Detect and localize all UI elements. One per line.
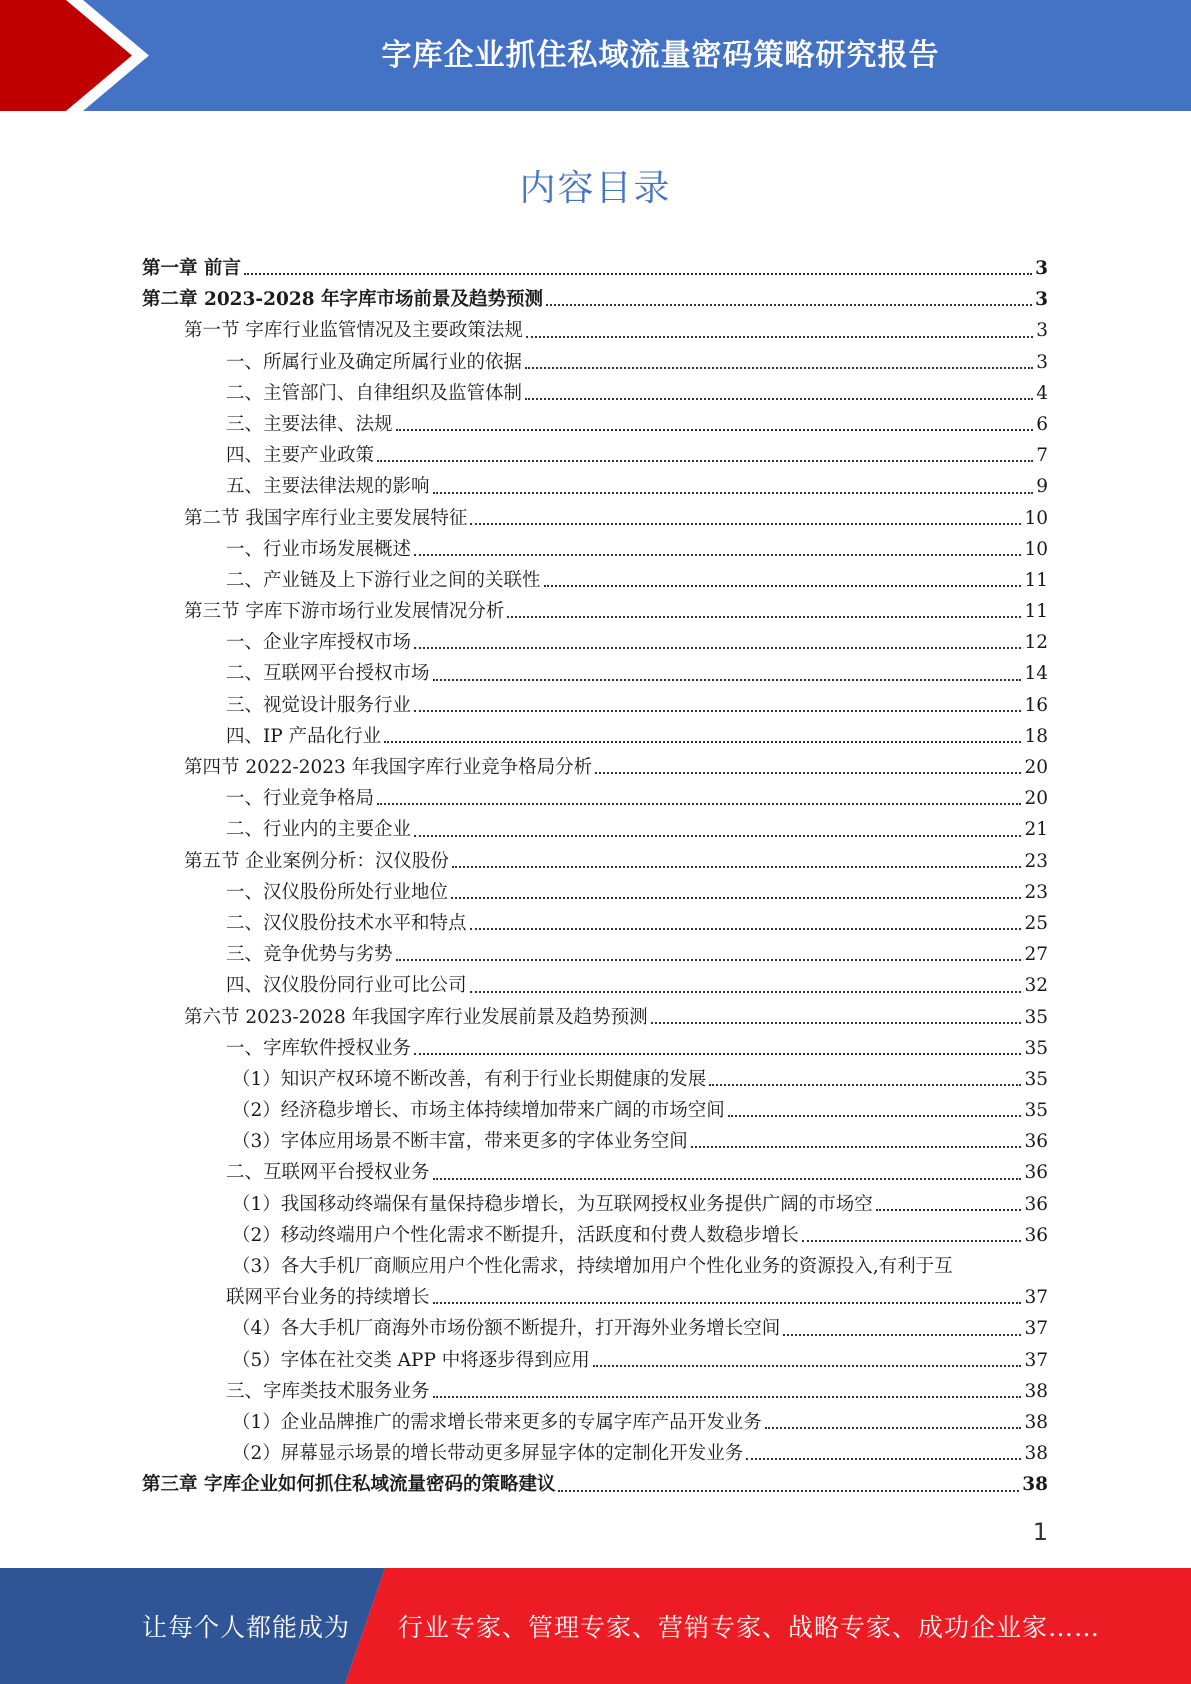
toc-leader-dots (414, 646, 1021, 649)
toc-chapter-entry[interactable] (142, 284, 1048, 315)
toc-entry-text: （4）各大手机厂商海外市场份额不断提升，打开海外业务增长空间 (232, 1318, 781, 1340)
toc-entry[interactable] (142, 409, 1048, 440)
toc-entry[interactable] (142, 1313, 1048, 1344)
toc-entry-text: 一、汉仪股份所处行业地位 (226, 881, 449, 903)
toc-leader-dots (746, 1457, 1021, 1460)
toc-page-number: 38 (1022, 1474, 1048, 1496)
toc-entry-text: 四、主要产业政策 (226, 445, 375, 467)
toc-entry[interactable] (142, 970, 1048, 1001)
toc-entry-text: 一、行业竞争格局 (226, 788, 375, 810)
footer-slogan-left: 让每个人都能成为 (142, 1613, 351, 1642)
toc-entry[interactable] (142, 721, 1048, 752)
toc-entry[interactable] (142, 1376, 1048, 1407)
toc-leader-dots (470, 990, 1022, 993)
toc-page-number: 38 (1024, 1380, 1048, 1402)
toc-leader-dots (525, 366, 1033, 369)
toc-entry[interactable] (142, 1095, 1048, 1126)
toc-entry[interactable] (142, 627, 1048, 658)
toc-entry[interactable] (142, 1438, 1048, 1469)
toc-entry-text: 四、汉仪股份同行业可比公司 (226, 975, 467, 997)
toc-entry-text: （3）字体应用场景不断丰富，带来更多的字体业务空间 (232, 1131, 688, 1153)
toc-leader-dots (396, 958, 1022, 961)
toc-page-number: 20 (1024, 788, 1048, 810)
toc-entry-text: 二、互联网平台授权业务 (226, 1162, 430, 1184)
toc-page-number: 20 (1024, 757, 1048, 778)
toc-page-number: 37 (1024, 1287, 1048, 1309)
toc-leader-dots (470, 927, 1022, 930)
toc-page-number: 36 (1024, 1162, 1048, 1184)
toc-entry[interactable] (142, 347, 1048, 378)
toc-page-number: 3 (1035, 258, 1048, 279)
toc-entry-text: 第一章 前言 (142, 258, 241, 279)
toc-page-number: 35 (1024, 1037, 1048, 1059)
toc-entry[interactable] (142, 378, 1048, 409)
toc-leader-dots (470, 522, 1021, 525)
toc-page-number: 6 (1036, 413, 1048, 435)
toc-page-number: 9 (1036, 476, 1048, 498)
toc-page-number: 35 (1024, 1006, 1048, 1028)
toc-page-number: 32 (1024, 975, 1048, 997)
toc-leader-dots (433, 1301, 1022, 1304)
toc-page-number: 10 (1024, 538, 1048, 560)
toc-entry-text: 三、竞争优势与劣势 (226, 944, 393, 966)
toc-entry-text: 第一节 字库行业监管情况及主要政策法规 (184, 320, 523, 342)
toc-chapter-entry[interactable] (142, 1469, 1048, 1500)
toc-page-number: 4 (1036, 382, 1048, 404)
toc-entry-text: （5）字体在社交类 APP 中将逐步得到应用 (232, 1349, 590, 1371)
toc-page-number: 38 (1024, 1443, 1048, 1465)
toc-leader-dots (709, 1083, 1021, 1086)
toc-entry-text: （2）经济稳步增长、市场主体持续增加带来广阔的市场空间 (232, 1100, 725, 1122)
toc-entry[interactable] (142, 1157, 1048, 1188)
toc-entry[interactable] (142, 1064, 1048, 1095)
toc-entry-text: 一、企业字库授权市场 (226, 632, 412, 654)
toc-entry[interactable] (142, 658, 1048, 689)
toc-entry-text: 第五节 企业案例分析：汉仪股份 (184, 850, 449, 872)
toc-entry[interactable] (142, 1251, 1048, 1282)
toc-section-entry[interactable] (142, 846, 1048, 877)
footer-slogan-right: 行业专家、管理专家、营销专家、战略专家、成功企业家…… (398, 1613, 1101, 1642)
toc-entry-text: 二、主管部门、自律组织及监管体制 (226, 382, 523, 404)
toc-page-number: 38 (1024, 1411, 1048, 1433)
page-number: 1 (1032, 1518, 1048, 1546)
toc-page-number: 3 (1036, 320, 1048, 342)
toc-entry-text: 第四节 2022-2023 年我国字库行业竞争格局分析 (184, 757, 593, 778)
toc-entry[interactable] (142, 440, 1048, 471)
toc-entry-text: 四、IP 产品化行业 (226, 725, 382, 747)
toc-entry-text: （3）各大手机厂商顺应用户个性化需求，持续增加用户个性化业务的资源投入,有利于互 (232, 1256, 953, 1277)
toc-leader-dots (802, 1239, 1022, 1242)
toc-leader-dots (651, 1021, 1022, 1024)
toc-entry[interactable] (142, 534, 1048, 565)
page-header (0, 0, 1191, 111)
toc-page-number: 25 (1024, 912, 1048, 934)
toc-entry-text: （2）屏幕显示场景的增长带动更多屏显字体的定制化开发业务 (232, 1443, 744, 1465)
toc-leader-dots (558, 1489, 1019, 1492)
toc-entry[interactable] (142, 877, 1048, 908)
toc-entry-text: 二、行业内的主要企业 (226, 819, 412, 841)
toc-leader-dots (876, 1208, 1022, 1211)
toc-leader-dots (526, 335, 1033, 338)
toc-entry[interactable] (142, 471, 1048, 502)
page-footer (0, 1568, 1191, 1684)
toc-page-number: 16 (1024, 694, 1048, 716)
toc-leader-dots (507, 615, 1021, 618)
report-title: 字库企业抓住私域流量密码策略研究报告 (381, 37, 940, 73)
toc-leader-dots (691, 1145, 1022, 1148)
toc-entry-text: （1）知识产权环境不断改善，有利于行业长期健康的发展 (232, 1068, 707, 1090)
toc-entry-continuation[interactable] (142, 1282, 1048, 1313)
toc-leader-dots (451, 896, 1021, 899)
toc-leader-dots (377, 802, 1021, 805)
toc-leader-dots (593, 1364, 1022, 1367)
toc-page-number: 36 (1024, 1131, 1048, 1153)
toc-leader-dots (384, 740, 1021, 743)
toc-leader-dots (546, 303, 1032, 306)
toc-entry-text: （1）企业品牌推广的需求增长带来更多的专属字库产品开发业务 (232, 1411, 762, 1433)
toc-leader-dots (595, 771, 1021, 774)
toc-entry[interactable] (142, 690, 1048, 721)
toc-entry-text: 一、行业市场发展概述 (226, 538, 412, 560)
table-of-contents (142, 253, 1048, 1501)
toc-page-number: 18 (1024, 725, 1048, 747)
toc-entry-text: （2）移动终端用户个性化需求不断提升，活跃度和付费人数稳步增长 (232, 1224, 799, 1246)
toc-entry-text: 一、字库软件授权业务 (226, 1037, 412, 1059)
toc-page-number: 36 (1024, 1224, 1048, 1246)
toc-entry-text: 一、所属行业及确定所属行业的依据 (226, 351, 523, 373)
toc-leader-dots (525, 397, 1033, 400)
toc-page-number: 10 (1024, 507, 1048, 529)
toc-page-number: 7 (1036, 445, 1048, 467)
toc-section-entry[interactable] (142, 1002, 1048, 1033)
toc-leader-dots (433, 1177, 1022, 1180)
toc-entry[interactable] (142, 1126, 1048, 1157)
toc-entry-text: 五、主要法律法规的影响 (226, 476, 430, 498)
toc-leader-dots (544, 584, 1022, 587)
toc-entry-text: 第三章 字库企业如何抓住私域流量密码的策略建议 (142, 1474, 556, 1496)
toc-leader-dots (396, 428, 1034, 431)
toc-leader-dots (433, 1395, 1022, 1398)
toc-page-number: 11 (1024, 601, 1048, 623)
toc-entry-text: 三、字库类技术服务业务 (226, 1380, 430, 1402)
toc-page-number: 14 (1024, 663, 1048, 685)
toc-page-number: 12 (1024, 632, 1048, 654)
toc-entry-text: 三、主要法律、法规 (226, 413, 393, 435)
toc-page-number: 23 (1024, 850, 1048, 872)
toc-entry-text: 联网平台业务的持续增长 (226, 1287, 430, 1309)
toc-entry-text: 二、汉仪股份技术水平和特点 (226, 912, 467, 934)
toc-page-number: 3 (1036, 351, 1048, 373)
toc-leader-dots (414, 1052, 1021, 1055)
toc-entry[interactable] (142, 565, 1048, 596)
toc-leader-dots (433, 678, 1022, 681)
toc-page-number: 35 (1024, 1100, 1048, 1122)
toc-entry[interactable] (142, 1033, 1048, 1064)
toc-entry-text: 三、视觉设计服务行业 (226, 694, 412, 716)
toc-leader-dots (783, 1333, 1021, 1336)
toc-entry-text: 二、产业链及上下游行业之间的关联性 (226, 569, 541, 591)
toc-entry[interactable] (142, 1220, 1048, 1251)
toc-page-number: 37 (1024, 1349, 1048, 1371)
toc-heading: 内容目录 (519, 168, 672, 209)
toc-entry[interactable] (142, 1407, 1048, 1438)
toc-page-number: 3 (1035, 289, 1048, 311)
toc-entry[interactable] (142, 908, 1048, 939)
toc-leader-dots (414, 709, 1021, 712)
toc-section-entry[interactable] (142, 752, 1048, 783)
toc-page-number: 11 (1024, 569, 1048, 591)
toc-page-number: 27 (1024, 944, 1048, 966)
toc-page-number: 36 (1024, 1193, 1048, 1215)
toc-page-number: 21 (1024, 819, 1048, 841)
toc-entry-text: （1）我国移动终端保有量保持稳步增长，为互联网授权业务提供广阔的市场空 (232, 1193, 873, 1215)
toc-page-number: 35 (1024, 1068, 1048, 1090)
toc-section-entry[interactable] (142, 315, 1048, 346)
toc-entry[interactable] (142, 814, 1048, 845)
chevron-logo-icon (0, 0, 170, 111)
toc-entry[interactable] (142, 1345, 1048, 1376)
toc-leader-dots (433, 491, 1034, 494)
toc-entry-text: 第六节 2023-2028 年我国字库行业发展前景及趋势预测 (184, 1006, 648, 1028)
toc-leader-dots (452, 865, 1022, 868)
toc-page-number: 37 (1024, 1318, 1048, 1340)
toc-leader-dots (244, 272, 1032, 275)
toc-leader-dots (728, 1114, 1022, 1117)
toc-entry[interactable] (142, 1189, 1048, 1220)
toc-section-entry[interactable] (142, 503, 1048, 534)
toc-entry[interactable] (142, 783, 1048, 814)
toc-leader-dots (414, 834, 1021, 837)
toc-leader-dots (414, 553, 1021, 556)
toc-leader-dots (765, 1426, 1022, 1429)
toc-section-entry[interactable] (142, 596, 1048, 627)
toc-leader-dots (377, 459, 1033, 462)
toc-entry-text: 第二章 2023-2028 年字库市场前景及趋势预测 (142, 289, 544, 311)
toc-page-number: 23 (1024, 881, 1048, 903)
toc-entry[interactable] (142, 939, 1048, 970)
toc-entry-text: 第二节 我国字库行业主要发展特征 (184, 507, 468, 529)
toc-chapter-entry[interactable] (142, 253, 1048, 284)
toc-entry-text: 二、互联网平台授权市场 (226, 663, 430, 685)
toc-entry-text: 第三节 字库下游市场行业发展情况分析 (184, 601, 505, 623)
